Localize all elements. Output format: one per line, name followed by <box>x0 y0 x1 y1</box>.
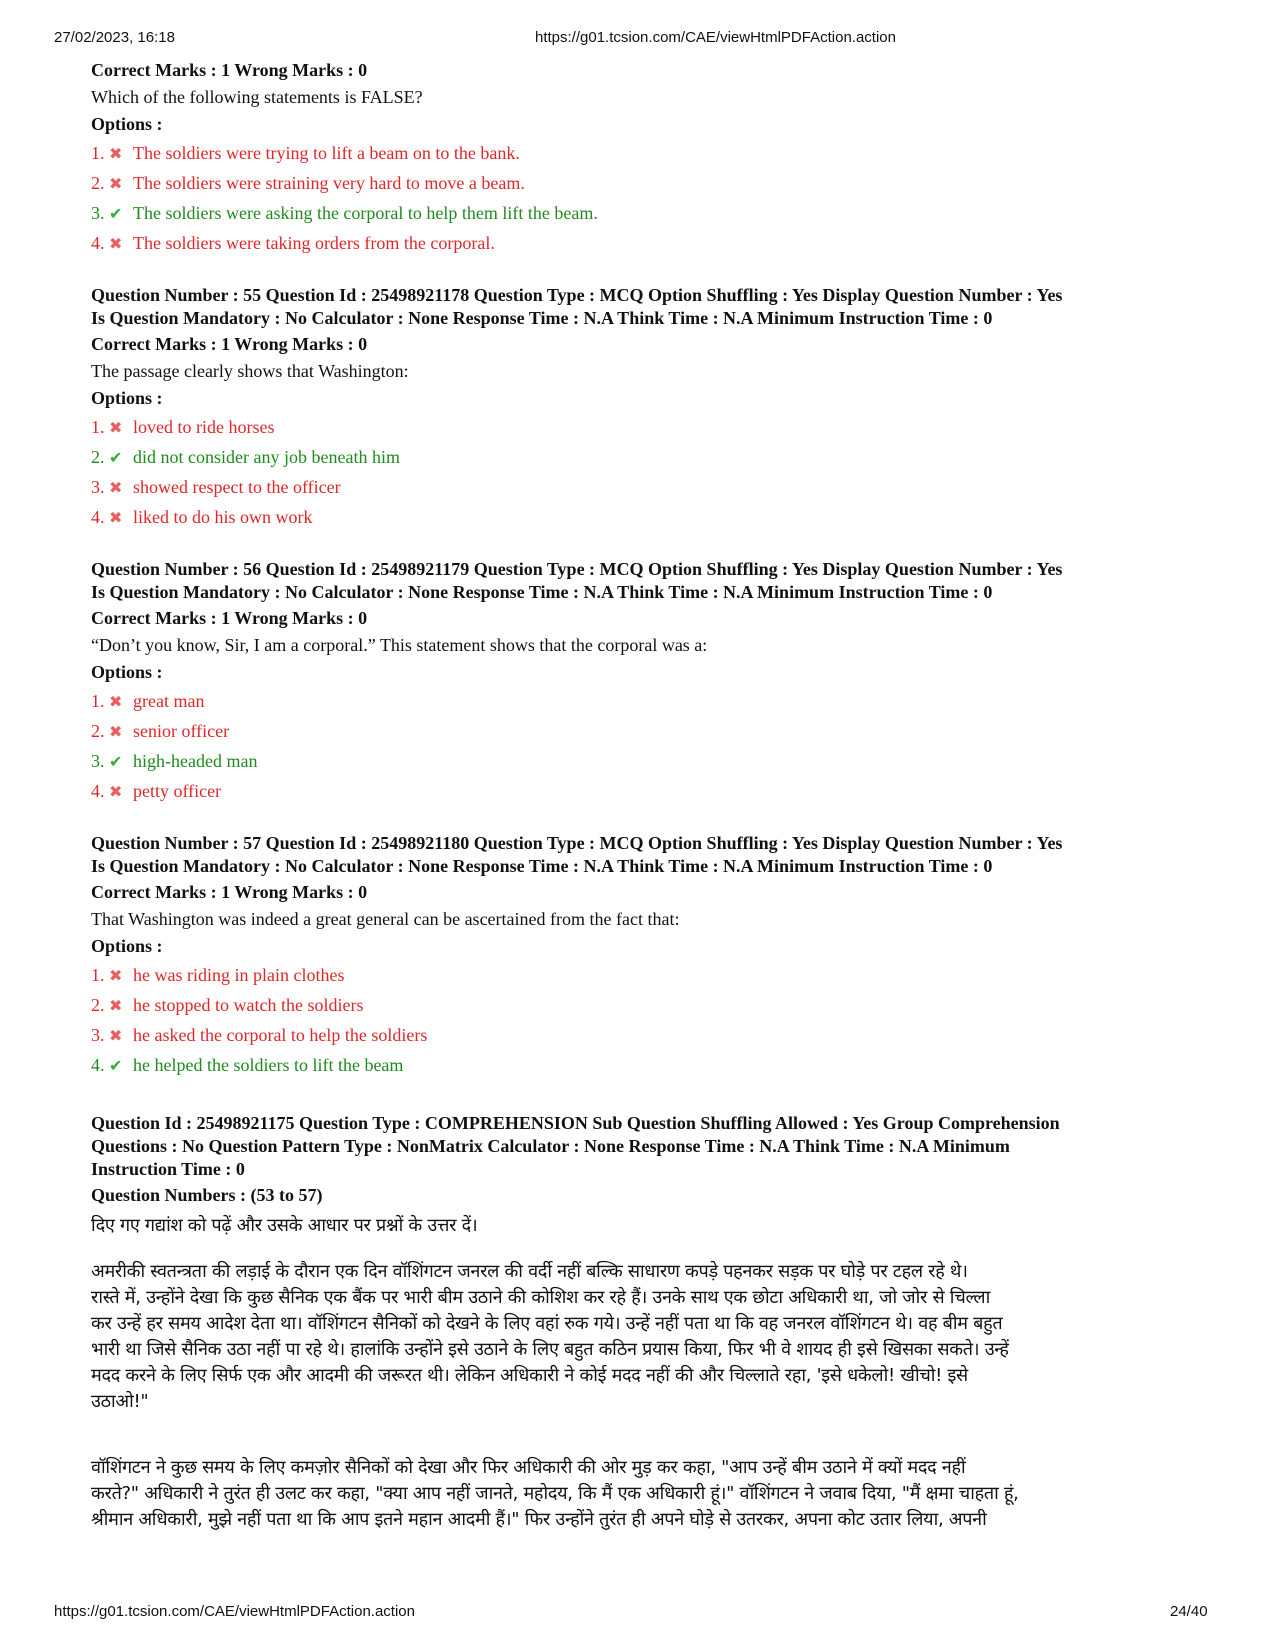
option-4: 4. ✖ liked to do his own work <box>91 502 1201 532</box>
header-url: https://g01.tcsion.com/CAE/viewHtmlPDFAction.action <box>535 29 896 46</box>
cross-icon: ✖ <box>109 478 123 497</box>
option-4: 4. ✖ petty officer <box>91 776 1201 806</box>
check-icon: ✔ <box>109 1056 123 1075</box>
comprehension-block <box>91 1112 1201 1533</box>
print-datetime: 27/02/2023, 16:18 <box>54 29 175 46</box>
question-meta: Question Number : 57 Question Id : 25498921180 Question Type : MCQ Option Shuffling : Yes Display Question Number : Yes <box>91 833 1063 853</box>
check-icon: ✔ <box>109 204 123 223</box>
option-2: 2. ✔ did not consider any job beneath him <box>91 442 1201 472</box>
option-4: 4. ✖ The soldiers were taking orders from the corporal. <box>91 228 1201 258</box>
options-label: Options : <box>91 388 163 408</box>
footer-url: https://g01.tcsion.com/CAE/viewHtmlPDFAction.action <box>54 1603 415 1620</box>
cross-icon: ✖ <box>109 782 123 801</box>
passage-paragraph-1: अमरीकी स्वतन्त्रता की लड़ाई के दौरान एक दिन वॉशिंगटन जनरल की वर्दी नहीं बल्कि साधारण कपड़े पहनकर सड़क पर घोड़े पर टहल रहे थे। रास्ते में, उन्होंने देखा कि कुछ सैनिक एक बैंक पर भारी बीम उठाने की कोशिश कर रहे हैं। उनके साथ एक छोटा अधिकारी था, जो जोर से चिल्ला कर उन्हें हर समय आदेश देता था। वॉशिंगटन सैनिकों को देखने के लिए वहां रुक गये। उन्हें नहीं पता था कि वह जनरल वॉशिंगटन थे। वह बीम बहुत भारी था जिसे सैनिक उठा नहीं पा रहे थे। हालांकि उन्होंने इसे उठाने के लिए बहुत कठिन प्रयास किया, फिर भी वे शायद ही इसे खिसका सकते। उन्हें मदद करने के लिए सिर्फ एक और आदमी की जरूरत थी। लेकिन अधिकारी ने कोई मदद नहीं की और चिल्लाते रहा, 'इसे धकेलो! खीचो! इसे उठाओ!" <box>91 1261 1009 1412</box>
question-57 <box>91 832 1201 1080</box>
marks-line: Correct Marks : 1 Wrong Marks : 0 <box>91 608 368 628</box>
cross-icon: ✖ <box>109 996 123 1015</box>
option-3: 3. ✖ showed respect to the officer <box>91 472 1201 502</box>
option-2: 2. ✖ The soldiers were straining very hard to move a beam. <box>91 168 1201 198</box>
cross-icon: ✖ <box>109 234 123 253</box>
document-content <box>91 59 1201 1533</box>
question-meta: Is Question Mandatory : No Calculator : None Response Time : N.A Think Time : N.A Minimum Instruction Time : 0 <box>91 856 993 876</box>
question-54 <box>91 59 1201 258</box>
option-3: 3. ✔ high-headed man <box>91 746 1201 776</box>
option-1: 1. ✖ great man <box>91 686 1201 716</box>
marks-line: Correct Marks : 1 Wrong Marks : 0 <box>91 882 368 902</box>
option-1: 1. ✖ The soldiers were trying to lift a beam on to the bank. <box>91 138 1201 168</box>
cross-icon: ✖ <box>109 692 123 711</box>
cross-icon: ✖ <box>109 418 123 437</box>
question-meta: Questions : No Question Pattern Type : NonMatrix Calculator : None Response Time : N.A Think Time : N.A Minimum <box>91 1136 1010 1156</box>
cross-icon: ✖ <box>109 966 123 985</box>
option-3: 3. ✔ The soldiers were asking the corporal to help them lift the beam. <box>91 198 1201 228</box>
cross-icon: ✖ <box>109 144 123 163</box>
option-2: 2. ✖ he stopped to watch the soldiers <box>91 990 1201 1020</box>
question-meta: Instruction Time : 0 <box>91 1159 245 1179</box>
question-meta: Question Number : 56 Question Id : 25498921179 Question Type : MCQ Option Shuffling : Yes Display Question Number : Yes <box>91 559 1063 579</box>
page-number: 24/40 <box>1170 1603 1208 1620</box>
option-4: 4. ✔ he helped the soldiers to lift the beam <box>91 1050 1201 1080</box>
options-label: Options : <box>91 662 163 682</box>
question-text: Which of the following statements is FALSE? <box>91 87 423 107</box>
instruction-text: दिए गए गद्यांश को पढ़ें और उसके आधार पर प्रश्नों के उत्तर दें। <box>91 1215 478 1236</box>
option-1: 1. ✖ he was riding in plain clothes <box>91 960 1201 990</box>
cross-icon: ✖ <box>109 722 123 741</box>
question-meta: Is Question Mandatory : No Calculator : None Response Time : N.A Think Time : N.A Minimum Instruction Time : 0 <box>91 308 993 328</box>
cross-icon: ✖ <box>109 1026 123 1045</box>
marks-line: Correct Marks : 1 Wrong Marks : 0 <box>91 60 368 80</box>
options-label: Options : <box>91 936 163 956</box>
question-meta: Question Number : 55 Question Id : 25498921178 Question Type : MCQ Option Shuffling : Yes Display Question Number : Yes <box>91 285 1063 305</box>
question-text: That Washington was indeed a great general can be ascertained from the fact that: <box>91 909 680 929</box>
question-meta: Question Id : 25498921175 Question Type : COMPREHENSION Sub Question Shuffling Allowed : Yes Group Comprehension <box>91 1113 1060 1133</box>
passage-paragraph-2: वॉशिंगटन ने कुछ समय के लिए कमज़ोर सैनिकों को देखा और फिर अधिकारी की ओर मुड़ कर कहा, "आप उन्हें बीम उठाने में क्यों मदद नहीं करते?" अधिकारी ने तुरंत ही उलट कर कहा, "क्या आप नहीं जानते, महोदय, कि मैं एक अधिकारी हूं।" वॉशिंगटन ने जवाब दिया, "मैं क्षमा चाहता हूं, श्रीमान अधिकारी, मुझे नहीं पता था कि आप इतने महान आदमी हैं।" फिर उन्होंने तुरंत ही अपने घोड़े से उतरकर, अपना कोट उतार लिया, अपनी <box>91 1457 1019 1530</box>
question-text: The passage clearly shows that Washington: <box>91 361 409 381</box>
check-icon: ✔ <box>109 448 123 467</box>
question-text: “Don’t you know, Sir, I am a corporal.” This statement shows that the corporal was a: <box>91 635 708 655</box>
cross-icon: ✖ <box>109 508 123 527</box>
question-55 <box>91 284 1201 532</box>
option-1: 1. ✖ loved to ride horses <box>91 412 1201 442</box>
check-icon: ✔ <box>109 752 123 771</box>
cross-icon: ✖ <box>109 174 123 193</box>
marks-line: Correct Marks : 1 Wrong Marks : 0 <box>91 334 368 354</box>
option-2: 2. ✖ senior officer <box>91 716 1201 746</box>
options-label: Options : <box>91 114 163 134</box>
question-numbers: Question Numbers : (53 to 57) <box>91 1185 323 1205</box>
question-meta: Is Question Mandatory : No Calculator : None Response Time : N.A Think Time : N.A Minimum Instruction Time : 0 <box>91 582 993 602</box>
option-3: 3. ✖ he asked the corporal to help the soldiers <box>91 1020 1201 1050</box>
question-56 <box>91 558 1201 806</box>
